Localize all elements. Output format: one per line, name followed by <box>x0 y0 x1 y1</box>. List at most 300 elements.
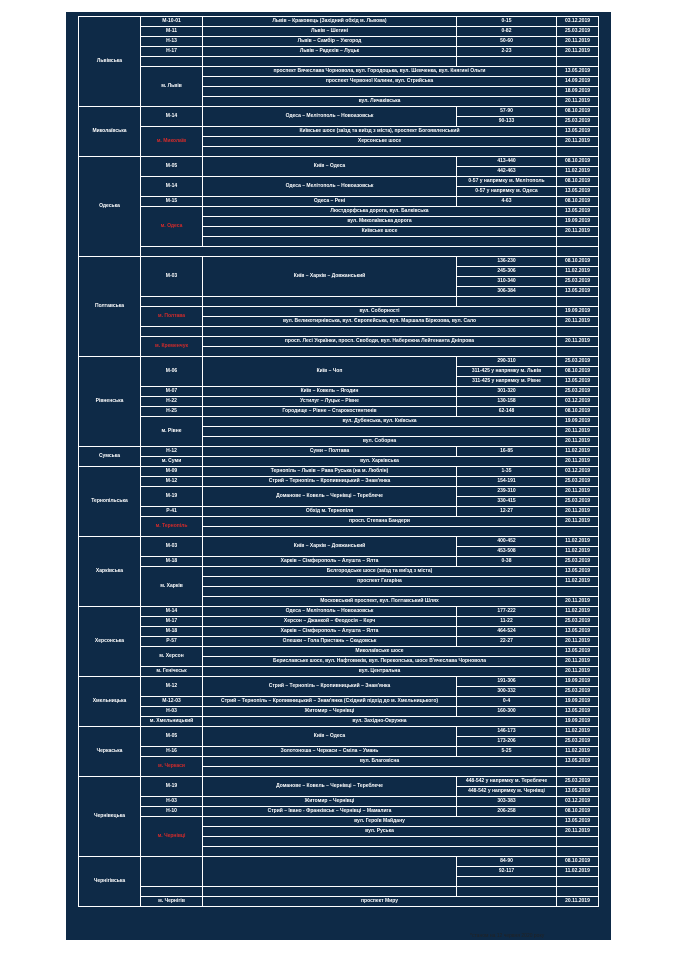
table-cell: 1-35 <box>457 467 557 477</box>
table-cell: М-15 <box>141 197 203 207</box>
table-row <box>79 467 599 477</box>
region-cell: Полтавська <box>79 257 141 357</box>
table-cell: 08.10.2019 <box>557 857 599 867</box>
table-cell: 20.11.2019 <box>557 437 599 447</box>
table-cell <box>141 857 203 887</box>
table-cell <box>557 237 599 247</box>
table-cell: Львів – Шегині <box>203 27 457 37</box>
table-cell: 08.10.2019 <box>557 197 599 207</box>
table-row <box>79 67 599 77</box>
table-cell: М-14 <box>141 107 203 127</box>
table-cell: 92-117 <box>457 867 557 877</box>
table-cell: 146-173 <box>457 727 557 737</box>
region-cell: Чернігівська <box>79 857 141 907</box>
table-cell: Обхід м. Тернопіля <box>203 507 457 517</box>
table-row <box>79 747 599 757</box>
table-cell: 330-415 <box>457 497 557 507</box>
table-cell: Р-41 <box>141 507 203 517</box>
table-cell: 20.11.2019 <box>557 97 599 107</box>
table-row <box>79 667 599 677</box>
table-cell: Київ – Харків – Довжанський <box>203 537 457 557</box>
table-cell: Київ – Одеса <box>203 157 457 177</box>
table-cell: 5-25 <box>457 747 557 757</box>
table-cell: 20.11.2019 <box>557 457 599 467</box>
table-cell: проспект Гагаріна <box>203 577 557 587</box>
table-cell: Київ – Чоп <box>203 357 457 387</box>
table-cell: Миколаївське шосе <box>203 647 557 657</box>
table-cell: м. Хмельницький <box>141 717 203 727</box>
table-row <box>79 387 599 397</box>
table-cell: 311-425 у напрямку м. Львів <box>457 367 557 377</box>
table-row <box>79 447 599 457</box>
table-cell: 0-15 <box>457 17 557 27</box>
table-cell: Н-16 <box>141 747 203 757</box>
table-row <box>79 57 599 67</box>
table-cell: проспект Миру <box>203 897 557 907</box>
table-cell: Н-03 <box>141 707 203 717</box>
region-cell: Тернопільська <box>79 467 141 537</box>
table-cell: 19.09.2019 <box>557 697 599 707</box>
table-cell: м. Миколаїв <box>141 127 203 157</box>
table-cell: 453-508 <box>457 547 557 557</box>
table-cell: 19.09.2019 <box>557 417 599 427</box>
table-cell: М-19 <box>141 777 203 797</box>
table-cell <box>203 297 457 307</box>
table-row <box>79 637 599 647</box>
table-cell: 25.03.2019 <box>557 737 599 747</box>
table-cell: М-19 <box>141 487 203 507</box>
table-cell: 62-148 <box>457 407 557 417</box>
repair-schedule-table <box>78 16 599 907</box>
table-cell: 11.02.2019 <box>557 447 599 457</box>
table-cell: 20.11.2019 <box>557 37 599 47</box>
table-cell: 22-27 <box>457 637 557 647</box>
table-cell: Доманове – Ковель – Чернівці – Тереблече <box>203 777 457 797</box>
table-cell: М-14 <box>141 177 203 197</box>
table-cell: 84-90 <box>457 857 557 867</box>
table-cell: м. Львів <box>141 67 203 107</box>
table-cell: 239-310 <box>457 487 557 497</box>
table-cell <box>203 87 557 97</box>
table-cell: 08.10.2019 <box>557 367 599 377</box>
table-cell: 08.10.2019 <box>557 157 599 167</box>
table-cell: 11.02.2019 <box>557 727 599 737</box>
table-cell: 11.02.2019 <box>557 547 599 557</box>
table-cell: Стрий – Тернопіль – Кропивницький – Знам'янка <box>203 477 457 487</box>
table-row <box>79 207 599 217</box>
table-cell: Стрий – Тернопіль – Кропивницький – Знам'янка <box>203 677 457 697</box>
table-cell: 25.03.2019 <box>557 357 599 367</box>
table-cell: Одеса – Мелітополь – Новоазовськ <box>203 107 457 127</box>
region-cell: Львівська <box>79 17 141 107</box>
table-cell: 25.03.2019 <box>557 557 599 567</box>
table-row <box>79 607 599 617</box>
table-cell: М-12 <box>141 677 203 697</box>
table-cell <box>203 327 557 337</box>
table-cell: проспект Вячеслава Чорновола, вул. Городоцька, вул. Шевченка, вул. Княгині Ольги <box>203 67 557 77</box>
table-row <box>79 817 599 827</box>
table-cell: Херсонське шосе <box>203 137 557 147</box>
table-cell: 03.12.2019 <box>557 397 599 407</box>
region-cell: Хмельницька <box>79 677 141 727</box>
table-row <box>79 647 599 657</box>
table-cell <box>457 57 557 67</box>
table-cell: Н-10 <box>141 807 203 817</box>
table-cell: м. Черкаси <box>141 757 203 777</box>
table-cell: вул. Центральна <box>203 667 557 677</box>
table-cell: Київське шосе <box>203 227 557 237</box>
table-cell <box>203 237 557 247</box>
table-cell: 13.05.2019 <box>557 377 599 387</box>
table-cell <box>203 767 557 777</box>
table-cell: 13.05.2019 <box>557 817 599 827</box>
table-cell: Одеса – Рені <box>203 197 457 207</box>
table-cell <box>203 887 457 897</box>
table-cell: 0-57 у напрямку м. Одеса <box>457 187 557 197</box>
table-cell: 25.03.2019 <box>557 117 599 127</box>
table-cell: Тернопіль – Львів – Рава Руська (на м. Люблін) <box>203 467 457 477</box>
table-cell <box>557 887 599 897</box>
table-cell: М-11 <box>141 27 203 37</box>
table-cell: Харків – Сімферополь – Алушта – Ялта <box>203 627 457 637</box>
table-cell: вул. Великотирнівська, вул. Європейська, вул. Маршала Бірюзова, вул. Сало <box>203 317 557 327</box>
table-cell: Р-57 <box>141 637 203 647</box>
table-row <box>79 887 599 897</box>
table-row <box>79 197 599 207</box>
table-cell: вул. Соборна <box>203 437 557 447</box>
table-row <box>79 417 599 427</box>
table-cell: 311-425 у напрямку м. Рівне <box>457 377 557 387</box>
table-row <box>79 157 599 167</box>
table-cell: 20.11.2019 <box>557 827 599 837</box>
table-cell: 11.02.2019 <box>557 577 599 587</box>
table-cell: 11.02.2019 <box>557 747 599 757</box>
table-cell: 25.03.2019 <box>557 777 599 787</box>
table-cell: М-06 <box>141 357 203 387</box>
table-cell <box>203 587 557 597</box>
table-cell: 20.11.2019 <box>557 137 599 147</box>
table-cell: 413-440 <box>457 157 557 167</box>
table-cell: 18.09.2019 <box>557 87 599 97</box>
table-row <box>79 807 599 817</box>
table-cell: Львів – Самбір – Ужгород <box>203 37 457 47</box>
region-cell: Сумська <box>79 447 141 467</box>
table-cell <box>203 57 457 67</box>
table-cell: 11.02.2019 <box>557 607 599 617</box>
table-cell: М-05 <box>141 157 203 177</box>
table-cell: 160-300 <box>457 707 557 717</box>
table-cell <box>141 57 203 67</box>
table-cell: 13.05.2019 <box>557 647 599 657</box>
table-cell: 25.03.2019 <box>557 617 599 627</box>
table-cell: проспект Червоної Калини, вул. Стрийська <box>203 77 557 87</box>
table-cell: М-12 <box>141 477 203 487</box>
table-cell: Харків – Сімферополь – Алушта – Ялта <box>203 557 457 567</box>
table-row <box>79 487 599 497</box>
table-cell: 25.03.2019 <box>557 27 599 37</box>
table-cell: 13.05.2019 <box>557 567 599 577</box>
table-cell: вул. Західно-Окружна <box>203 717 557 727</box>
table-cell: 245-306 <box>457 267 557 277</box>
table-cell: 300-332 <box>457 687 557 697</box>
table-row <box>79 477 599 487</box>
table-cell <box>557 57 599 67</box>
table-cell: м. Херсон <box>141 647 203 667</box>
table-cell <box>141 887 203 897</box>
table-cell: 11-22 <box>457 617 557 627</box>
table-cell: 25.03.2019 <box>557 477 599 487</box>
table-cell: вул. Миколаївська дорога <box>203 217 557 227</box>
table-row <box>79 627 599 637</box>
table-row <box>79 797 599 807</box>
table-cell: вул. Руська <box>203 827 557 837</box>
table-cell: М-18 <box>141 557 203 567</box>
table-cell: 25.03.2019 <box>557 687 599 697</box>
table-cell: 448-542 у напрямку м. Тереблече <box>457 777 557 787</box>
table-cell: м. Тернопіль <box>141 517 203 537</box>
table-cell: 08.10.2019 <box>557 177 599 187</box>
table-cell: Доманове – Ковель – Чернівці – Тереблече <box>203 487 457 507</box>
table-cell: 03.12.2019 <box>557 17 599 27</box>
table-row <box>79 307 599 317</box>
table-cell: Н-12 <box>141 447 203 457</box>
table-cell: 90-133 <box>457 117 557 127</box>
table-cell: 13.05.2019 <box>557 287 599 297</box>
table-cell: М-12-03 <box>141 697 203 707</box>
table-cell: м. Кременчук <box>141 337 203 357</box>
table-cell: М-10-01 <box>141 17 203 27</box>
table-cell: Львів – Радехів – Луцьк <box>203 47 457 57</box>
table-cell: м. Харків <box>141 567 203 607</box>
table-row <box>79 677 599 687</box>
table-cell: 20.11.2019 <box>557 427 599 437</box>
table-cell <box>203 147 557 157</box>
table-cell: вул. Благовісна <box>203 757 557 767</box>
table-cell: м. Генічеськ <box>141 667 203 677</box>
table-cell: Київ – Одеса <box>203 727 457 747</box>
table-cell: м. Чернівці <box>141 817 203 857</box>
table-cell: 03.12.2019 <box>557 467 599 477</box>
table-cell: М-03 <box>141 257 203 297</box>
region-cell: Миколаївська <box>79 107 141 157</box>
table-cell: М-07 <box>141 387 203 397</box>
region-cell: Чернівецька <box>79 777 141 857</box>
table-cell: м. Полтава <box>141 307 203 327</box>
table-cell <box>203 527 557 537</box>
table-cell: 13.05.2019 <box>557 707 599 717</box>
table-row <box>79 567 599 577</box>
table-row <box>79 507 599 517</box>
table-row <box>79 727 599 737</box>
table-cell <box>203 837 557 847</box>
table-cell: 13.05.2019 <box>557 757 599 767</box>
table-cell <box>557 147 599 157</box>
table-cell: Стрий – Тернопіль – Кропивницький – Знам'янка (Східний підхід до м. Хмельницького) <box>203 697 457 707</box>
table-cell: 154-191 <box>457 477 557 487</box>
table-cell <box>203 347 557 357</box>
table-cell <box>557 327 599 337</box>
table-cell: 20.11.2019 <box>557 317 599 327</box>
table-cell: Люстдорфська дорога, вул. Балківська <box>203 207 557 217</box>
table-cell: 11.02.2019 <box>557 537 599 547</box>
table-row <box>79 537 599 547</box>
table-cell: 57-90 <box>457 107 557 117</box>
table-cell: Устилуг – Луцьк – Рівне <box>203 397 457 407</box>
table-row <box>79 127 599 137</box>
table-cell: 20.11.2019 <box>557 657 599 667</box>
table-cell: вул. Харківська <box>203 457 557 467</box>
table-cell: 173-206 <box>457 737 557 747</box>
table-cell: 303-383 <box>457 797 557 807</box>
table-row <box>79 407 599 417</box>
table-cell: 20.11.2019 <box>557 507 599 517</box>
table-cell <box>457 877 557 887</box>
table-cell: 448-542 у напрямку м. Чернівці <box>457 787 557 797</box>
table-cell: 4-63 <box>457 197 557 207</box>
footnote: *станом на 12 червня 2020 року <box>470 933 545 939</box>
table-cell: Н-25 <box>141 407 203 417</box>
table-row <box>79 257 599 267</box>
table-cell: 20.11.2019 <box>557 597 599 607</box>
table-row <box>79 27 599 37</box>
table-cell: 13.05.2019 <box>557 187 599 197</box>
table-cell: 301-320 <box>457 387 557 397</box>
table-cell <box>557 837 599 847</box>
table-cell <box>557 527 599 537</box>
table-cell: просп. Лесі Українки, просп. Свободи, вул. Набережна Лейтенанта Дніпрова <box>203 337 557 347</box>
table-cell: 20.11.2019 <box>557 337 599 347</box>
table-cell: Н-13 <box>141 37 203 47</box>
table-cell: 25.03.2019 <box>557 497 599 507</box>
table-cell: 0-4 <box>457 697 557 707</box>
table-cell: 13.05.2019 <box>557 207 599 217</box>
table-cell: м. Суми <box>141 457 203 467</box>
table-cell: 177-222 <box>457 607 557 617</box>
table-cell: 20.11.2019 <box>557 667 599 677</box>
table-cell: 08.10.2019 <box>557 407 599 417</box>
region-cell: Харківська <box>79 537 141 607</box>
table-row <box>79 897 599 907</box>
table-cell: Житомир – Чернівці <box>203 797 457 807</box>
table-cell: 20.11.2019 <box>557 47 599 57</box>
table-cell: Олешки – Гола Пристань – Скадовськ <box>203 637 457 647</box>
table-cell: 08.10.2019 <box>557 807 599 817</box>
table-cell: Одеса – Мелітополь – Новоазовськ <box>203 607 457 617</box>
table-cell: 0-82 <box>457 27 557 37</box>
table-cell: 25.03.2019 <box>557 387 599 397</box>
table-cell <box>457 297 557 307</box>
table-cell: Суми – Полтава <box>203 447 457 457</box>
table-cell: Стрий – Івано - Франківськ – Чернівці – Мамалига <box>203 807 457 817</box>
table-cell: 0-38 <box>457 557 557 567</box>
table-row <box>79 757 599 767</box>
table-cell: 08.10.2019 <box>557 257 599 267</box>
table-cell: 19.09.2019 <box>557 677 599 687</box>
table-cell <box>557 587 599 597</box>
table-row <box>79 357 599 367</box>
table-cell: 50-60 <box>457 37 557 47</box>
table-cell: 19.09.2019 <box>557 717 599 727</box>
table-row <box>79 107 599 117</box>
table-cell: просп. Степана Бандери <box>203 517 557 527</box>
table-cell: 03.12.2019 <box>557 797 599 807</box>
table-cell: М-17 <box>141 617 203 627</box>
table-cell: 20.11.2019 <box>557 487 599 497</box>
table-row <box>79 327 599 337</box>
table-cell <box>557 767 599 777</box>
table-cell: вул. Личаківська <box>203 97 557 107</box>
table-cell: 19.09.2019 <box>557 307 599 317</box>
table-cell: вул. Героїв Майдану <box>203 817 557 827</box>
table-row <box>79 397 599 407</box>
table-row <box>79 247 599 257</box>
table-cell: м. Рівне <box>141 417 203 447</box>
table-cell: Київ – Ковель – Ягодин <box>203 387 457 397</box>
table-cell: Н-22 <box>141 397 203 407</box>
table-cell: 464-524 <box>457 627 557 637</box>
table-cell <box>203 847 557 857</box>
table-cell: Одеса – Мелітополь – Новоазовськ <box>203 177 457 197</box>
table-cell: 13.05.2019 <box>557 127 599 137</box>
table-cell: 13.05.2019 <box>557 67 599 77</box>
table-cell: 13.05.2019 <box>557 627 599 637</box>
table-cell: 2-23 <box>457 47 557 57</box>
region-cell: Одеська <box>79 157 141 257</box>
table-cell: 0-57 у напрямку м. Мелітополь <box>457 177 557 187</box>
table-cell: вул. Соборності <box>203 307 557 317</box>
table-row <box>79 297 599 307</box>
table-row <box>79 337 599 347</box>
table-cell: Житомир – Чернівці <box>203 707 457 717</box>
table-row <box>79 47 599 57</box>
table-cell: Н-17 <box>141 47 203 57</box>
table-cell: М-14 <box>141 607 203 617</box>
table-cell: 400-452 <box>457 537 557 547</box>
table-cell: Золотоноша – Черкаси – Сміла – Умань <box>203 747 457 757</box>
region-cell: Херсонська <box>79 607 141 677</box>
table-cell: 11.02.2019 <box>557 267 599 277</box>
table-cell <box>203 857 457 887</box>
table-cell <box>457 887 557 897</box>
table-row <box>79 177 599 187</box>
table-cell <box>141 297 203 307</box>
table-row <box>79 857 599 867</box>
table-cell: Бериславське шосе, вул. Нафтовиків, вул. Перекопська, шосе В'ячеслава Чорновола <box>203 657 557 667</box>
table-row <box>79 617 599 627</box>
table-cell: Московський проспект, вул. Полтавський Шлях <box>203 597 557 607</box>
table-cell: 20.11.2019 <box>557 637 599 647</box>
table-cell: 11.02.2019 <box>557 167 599 177</box>
table-cell: 25.03.2019 <box>557 277 599 287</box>
table-cell: 20.11.2019 <box>557 897 599 907</box>
table-cell <box>557 297 599 307</box>
table-cell: 20.11.2019 <box>557 517 599 527</box>
table-row <box>79 37 599 47</box>
table-cell: М-03 <box>141 537 203 557</box>
region-cell: Рівненська <box>79 357 141 447</box>
region-cell: Черкаська <box>79 727 141 777</box>
table-cell: м. Чернігів <box>141 897 203 907</box>
table-row <box>79 457 599 467</box>
table-row <box>79 717 599 727</box>
table-cell: Київ – Харків – Довжанський <box>203 257 457 297</box>
table-cell: 08.10.2019 <box>557 107 599 117</box>
table-cell: 206-258 <box>457 807 557 817</box>
table-cell: Київське шосе (заїзд та виїзд з міста), проспект Богоявленський <box>203 127 557 137</box>
table-cell: 20.11.2019 <box>557 227 599 237</box>
table-cell: Львів – Краковець (Західний обхід м. Львова) <box>203 17 457 27</box>
table-cell: 130-158 <box>457 397 557 407</box>
